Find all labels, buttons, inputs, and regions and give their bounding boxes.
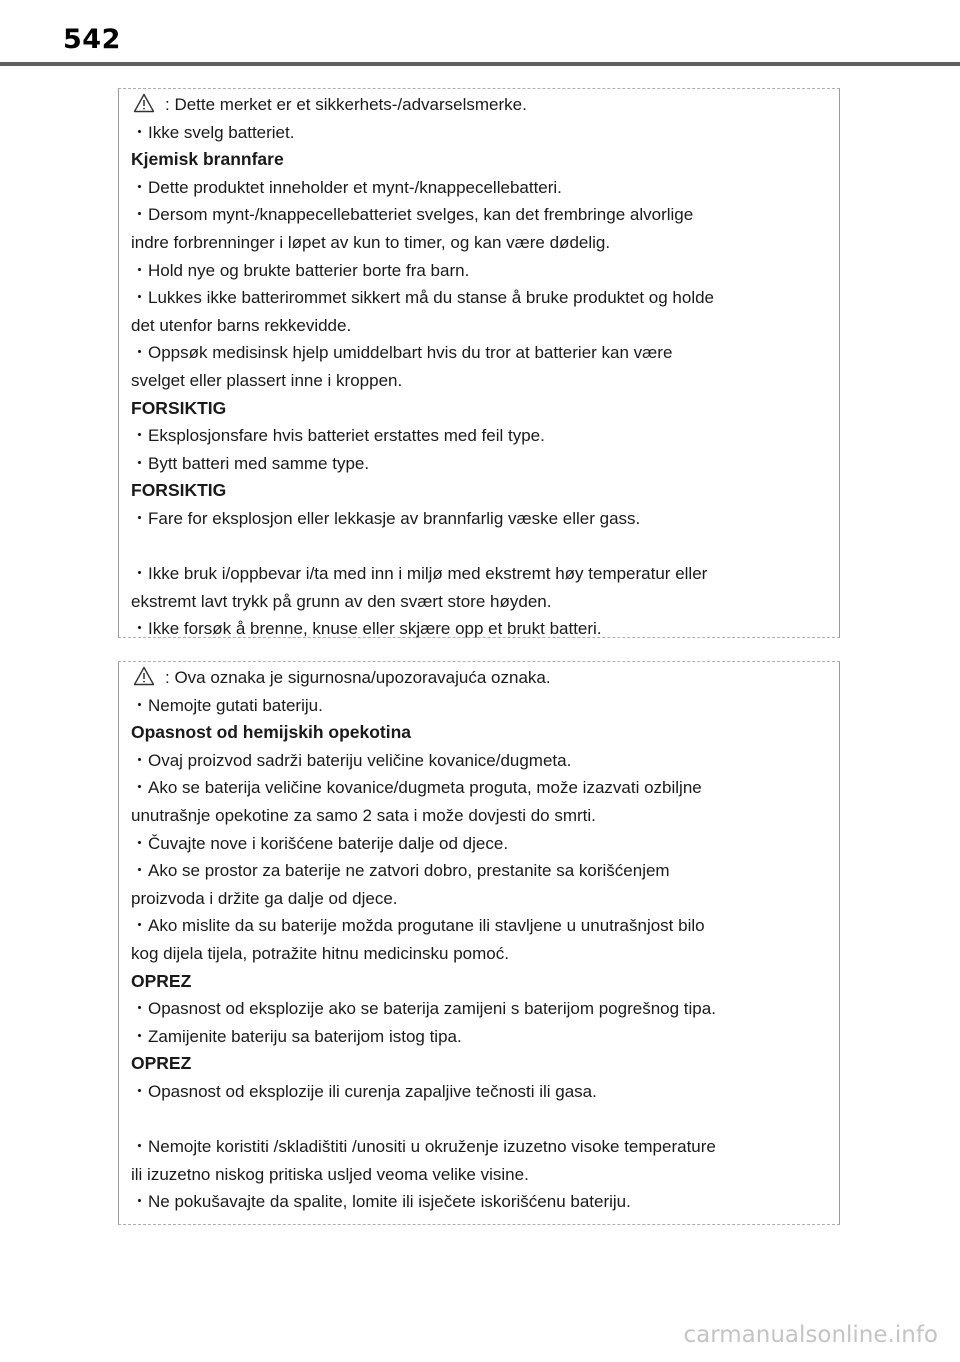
text-line <box>131 995 829 1023</box>
text-line <box>131 1188 829 1216</box>
text-line <box>131 284 829 312</box>
box-content <box>131 91 829 643</box>
text-line <box>131 450 829 478</box>
text-line <box>131 1161 829 1189</box>
battery-warning-box-norwegian <box>118 88 840 638</box>
text-line <box>131 615 829 643</box>
text-line <box>131 885 829 913</box>
line-text: ili izuzetno niskog pritiska usljed veoma velike visine. <box>131 1164 529 1184</box>
text-line <box>131 505 829 533</box>
line-text: ekstremt lavt trykk på grunn av den svært store høyden. <box>131 591 552 611</box>
header-rule <box>0 62 960 66</box>
line-text: ・Ako se baterija veličine kovanice/dugmeta proguta, može izazvati ozbiljne <box>131 778 702 798</box>
line-text: FORSIKTIG <box>131 397 227 418</box>
text-line <box>131 912 829 940</box>
line-text: unutrašnje opekotine za samo 2 sata i može dovjesti do smrti. <box>131 805 596 825</box>
text-line <box>131 174 829 202</box>
watermark: carmanualsonline.info <box>683 1322 938 1348</box>
text-line <box>131 201 829 229</box>
line-text: ・Ne pokušavajte da spalite, lomite ili isječete iskorišćenu bateriju. <box>131 1192 631 1212</box>
spacer <box>131 1106 829 1134</box>
battery-warning-box-bosnian <box>118 661 840 1225</box>
section-heading <box>131 395 829 423</box>
box-content <box>131 664 829 1216</box>
text-line <box>131 940 829 968</box>
section-heading <box>131 1050 829 1078</box>
line-text: ・Fare for eksplosjon eller lekkasje av brannfarlig væske eller gass. <box>131 508 641 528</box>
line-text: proizvoda i držite ga dalje od djece. <box>131 888 398 908</box>
text-line <box>131 560 829 588</box>
page-number: 542 <box>63 24 121 55</box>
spacer <box>131 533 829 561</box>
line-text: ・Dette produktet inneholder et mynt-/knappecellebatteri. <box>131 177 562 197</box>
text-line <box>131 91 829 119</box>
line-text: ・Eksplosjonsfare hvis batteriet erstattes med feil type. <box>131 426 545 446</box>
line-text: OPREZ <box>131 970 192 991</box>
line-text: svelget eller plassert inne i kroppen. <box>131 370 403 390</box>
section-heading <box>131 146 829 174</box>
line-text: ・Ako se prostor za baterije ne zatvori dobro, prestanite sa korišćenjem <box>131 861 670 881</box>
line-text: OPREZ <box>131 1053 192 1074</box>
text-line <box>131 1023 829 1051</box>
line-text: ・Lukkes ikke batterirommet sikkert må du stanse å bruke produktet og holde <box>131 288 715 308</box>
text-line <box>131 664 829 692</box>
text-line <box>131 857 829 885</box>
text-line <box>131 830 829 858</box>
text-line <box>131 229 829 257</box>
section-heading <box>131 477 829 505</box>
text-line <box>131 747 829 775</box>
warning-triangle-icon <box>133 93 155 113</box>
text-line <box>131 339 829 367</box>
text-line <box>131 692 829 720</box>
line-text: FORSIKTIG <box>131 480 227 501</box>
text-line <box>131 1078 829 1106</box>
text-line <box>131 257 829 285</box>
text-line <box>131 802 829 830</box>
line-text: det utenfor barns rekkevidde. <box>131 315 352 335</box>
line-text: ・Opasnost od eksplozije ili curenja zapaljive tečnosti ili gasa. <box>131 1081 597 1101</box>
line-text: ・Ikke bruk i/oppbevar i/ta med inn i miljø med ekstremt høy temperatur eller <box>131 564 708 584</box>
text-line <box>131 367 829 395</box>
section-heading <box>131 719 829 747</box>
section-heading <box>131 968 829 996</box>
line-text: ・Ikke svelg batteriet. <box>131 122 295 142</box>
line-text: ・Nemojte gutati bateriju. <box>131 695 323 715</box>
line-text: Opasnost od hemijskih opekotina <box>131 722 412 743</box>
text-line <box>131 1133 829 1161</box>
line-text: ・Opasnost od eksplozije ako se baterija zamijeni s baterijom pogrešnog tipa. <box>131 999 716 1019</box>
text-line <box>131 312 829 340</box>
line-text: : Dette merket er et sikkerhets-/advarselsmerke. <box>165 95 527 114</box>
text-line <box>131 422 829 450</box>
line-text: ・Bytt batteri med samme type. <box>131 453 370 473</box>
line-text: ・Dersom mynt-/knappecellebatteriet svelges, kan det frembringe alvorlige <box>131 205 694 225</box>
line-text: ・Nemojte koristiti /skladištiti /unositi u okruženje izuzetno visoke temperature <box>131 1137 716 1157</box>
line-text: ・Ako mislite da su baterije možda progutane ili stavljene u unutrašnjost bilo <box>131 916 705 936</box>
text-line <box>131 774 829 802</box>
line-text: ・Hold nye og brukte batterier borte fra barn. <box>131 260 470 280</box>
line-text: ・Ikke forsøk å brenne, knuse eller skjære opp et brukt batteri. <box>131 619 602 639</box>
line-text: indre forbrenninger i løpet av kun to timer, og kan være dødelig. <box>131 232 611 252</box>
warning-triangle-icon <box>133 666 155 686</box>
line-text: : Ova oznaka je sigurnosna/upozoravajuća oznaka. <box>165 668 551 687</box>
line-text: ・Oppsøk medisinsk hjelp umiddelbart hvis du tror at batterier kan være <box>131 343 673 363</box>
text-line <box>131 119 829 147</box>
line-text: ・Čuvajte nove i korišćene baterije dalje od djece. <box>131 833 509 853</box>
line-text: kog dijela tijela, potražite hitnu medicinsku pomoć. <box>131 943 509 963</box>
line-text: ・Ovaj proizvod sadrži bateriju veličine kovanice/dugmeta. <box>131 750 572 770</box>
line-text: Kjemisk brannfare <box>131 149 284 170</box>
line-text: ・Zamijenite bateriju sa baterijom istog tipa. <box>131 1026 462 1046</box>
text-line <box>131 588 829 616</box>
